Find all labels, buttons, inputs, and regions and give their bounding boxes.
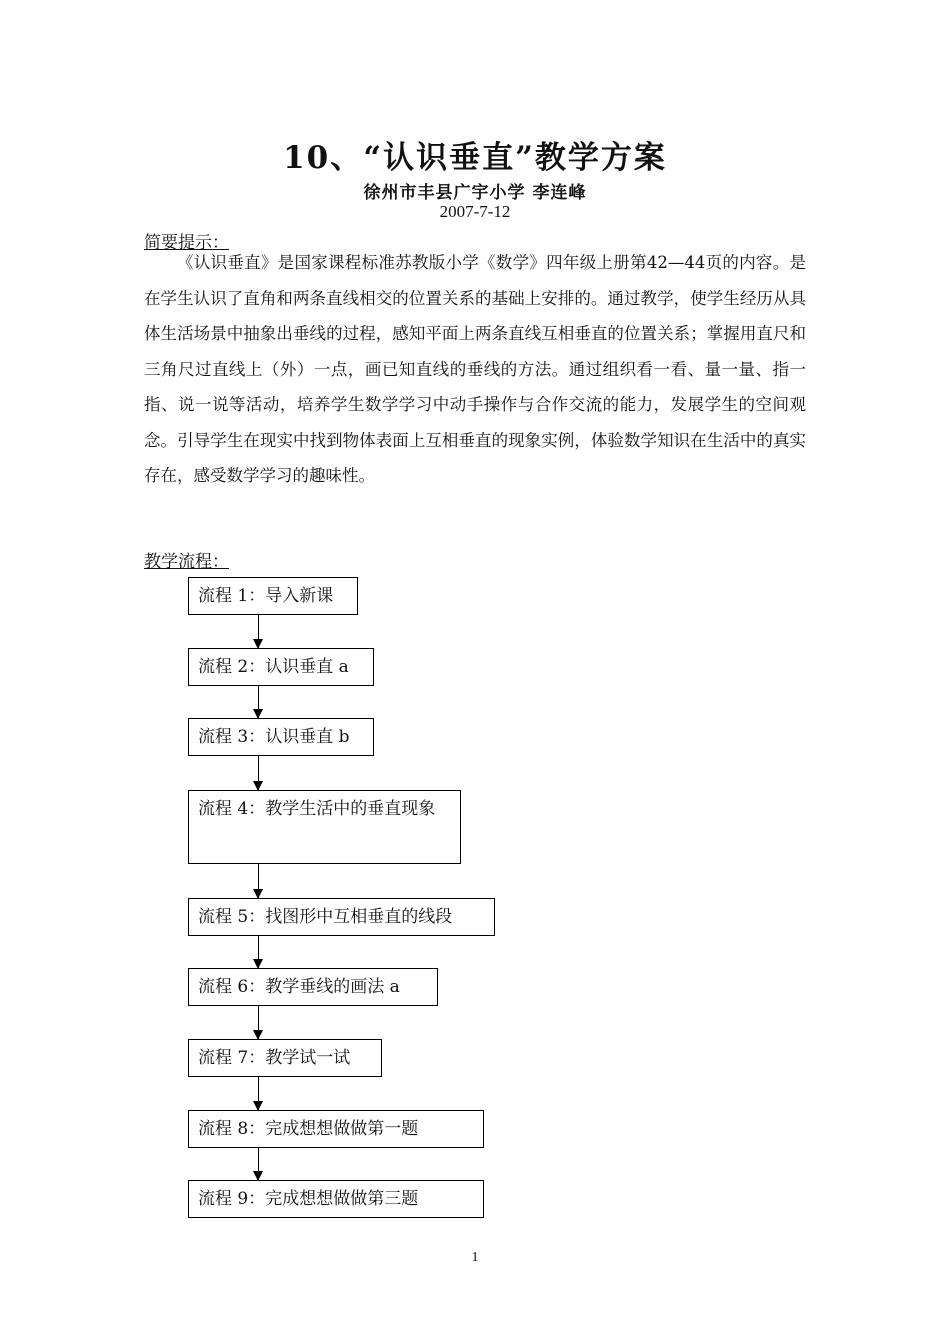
flow-step-7: 流程 7：教学试一试 [188,1039,382,1077]
page-number: 1 [471,1250,479,1265]
summary-heading: 简要提示： [144,233,229,253]
flow-step-8: 流程 8：完成想想做做第一题 [188,1110,484,1148]
flow-arrow-1 [258,615,259,648]
document-title: 10、“认识垂直”教学方案 [283,140,667,176]
flow-arrow-7 [258,1077,259,1110]
flow-step-9: 流程 9：完成想想做做第三题 [188,1180,484,1218]
flow-step-4: 流程 4：教学生活中的垂直现象 [188,790,461,864]
flow-heading: 教学流程： [144,552,229,572]
flow-step-5: 流程 5：找图形中互相垂直的线段 [188,898,495,936]
document-date: 2007-7-12 [439,202,511,221]
flow-step-3: 流程 3：认识垂直 b [188,718,374,756]
flow-arrow-4 [258,864,259,898]
flow-arrow-2 [258,686,259,718]
flow-arrow-3 [258,756,259,790]
summary-paragraph: 《认识垂直》是国家课程标准苏教版小学《数学》四年级上册第42—44页的内容。是在学生认识了直角和两条直线相交的位置关系的基础上安排的。通过教学，使学生经历从具体生活场景中抽象出垂线的过程，感知平面上两条直线互相垂直的位置关系；掌握用直尺和三角尺过直线上（外）一点，画已知直线的垂线的方法。通过组织看一看、量一量、指一指、说一说等活动，培养学生数学学习中动手操作与合作交流的能力，发展学生的空间观念。引导学生在现实中找到物体表面上互相垂直的现象实例，体验数学知识在生活中的真实存在，感受数学学习的趣味性。 [144,253,806,485]
flow-arrow-8 [258,1148,259,1180]
flow-step-2: 流程 2：认识垂直 a [188,648,374,686]
flow-step-1: 流程 1：导入新课 [188,577,358,615]
flow-arrow-5 [258,936,259,968]
author-line: 徐州市丰县广宇小学 李连峰 [363,183,587,203]
flow-arrow-6 [258,1006,259,1039]
flow-step-6: 流程 6：教学垂线的画法 a [188,968,438,1006]
